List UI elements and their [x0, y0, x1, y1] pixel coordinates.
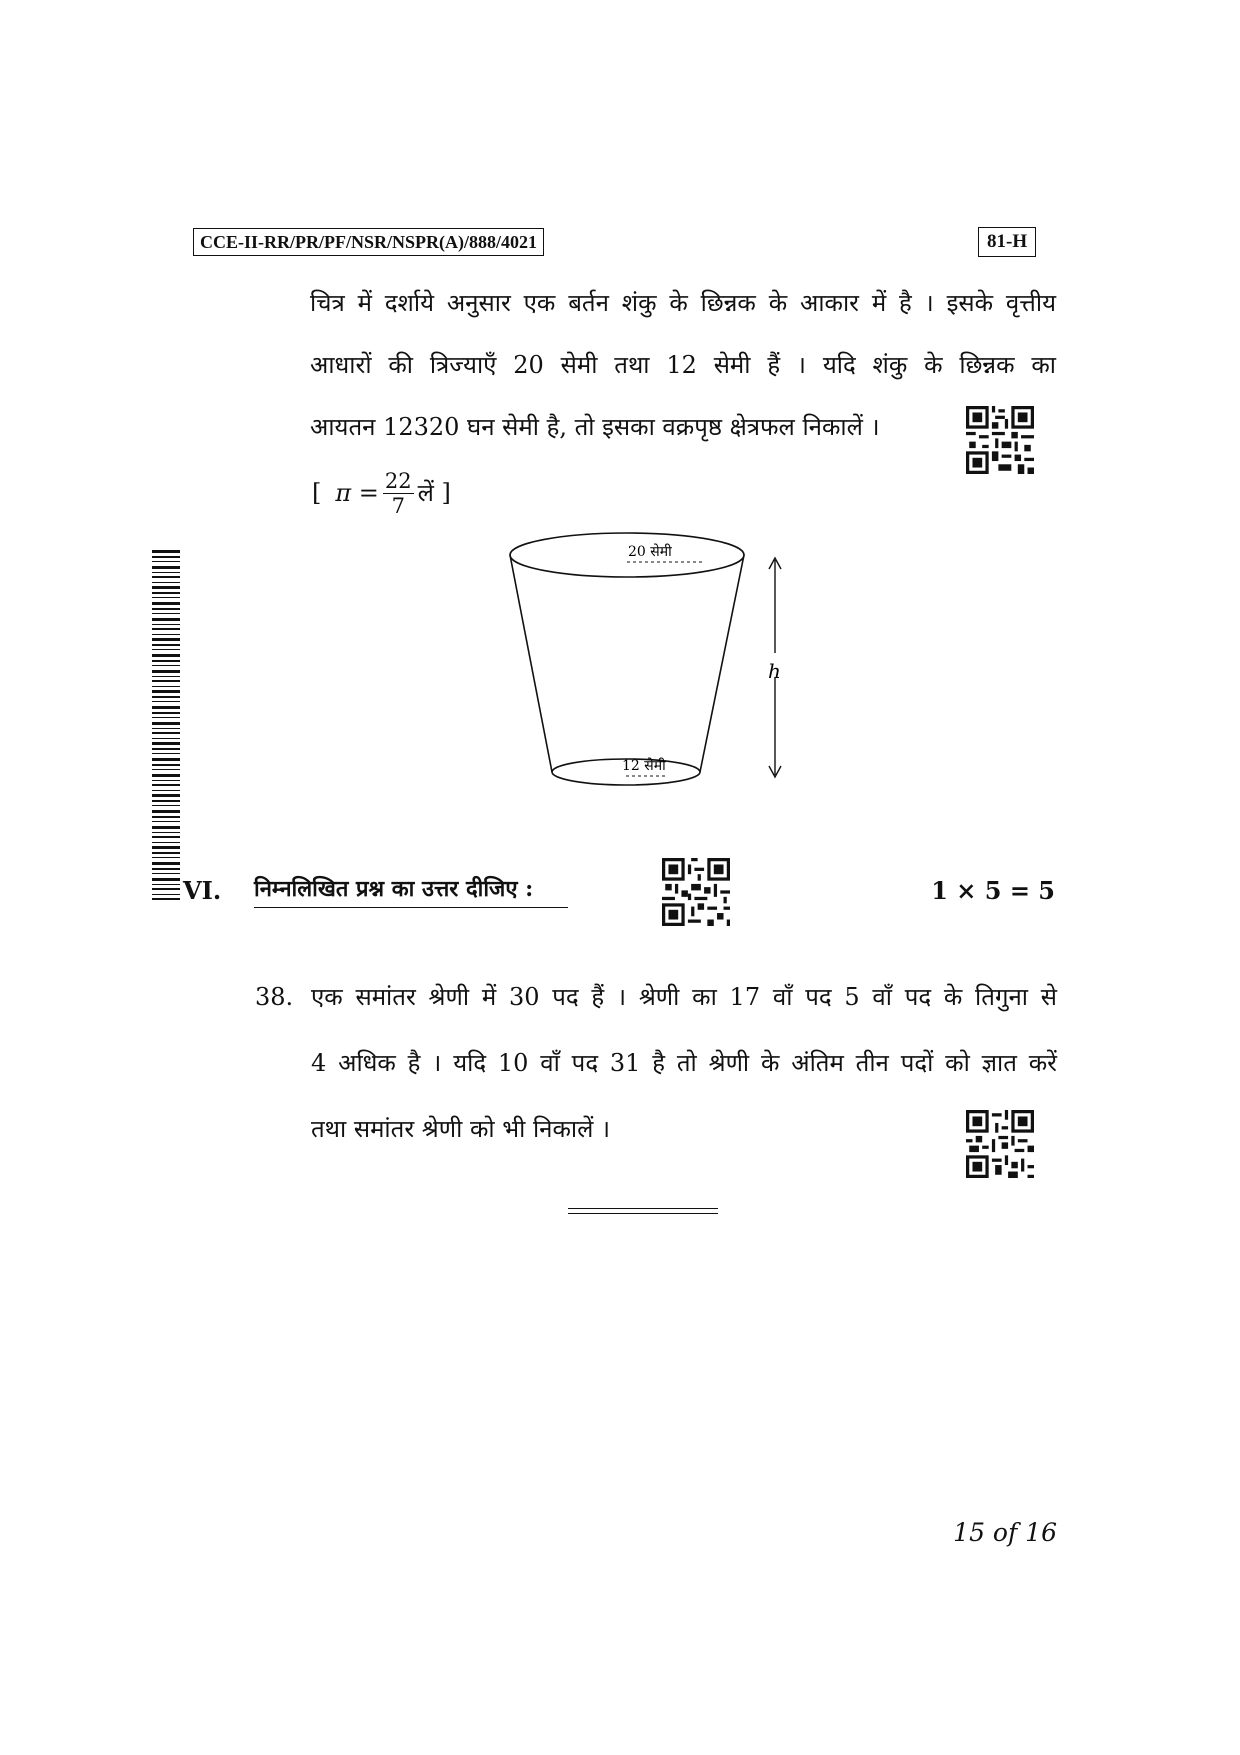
pi-fraction: [383, 469, 414, 518]
q38-line-2: 4 अधिक है । यदि 10 वाँ पद 31 है तो श्रेणी के अंतिम तीन पदों को ज्ञात करें: [311, 1049, 1057, 1077]
qr-code-icon: [662, 858, 730, 926]
q37-line-2: आधारों की त्रिज्याएँ 20 सेमी तथा 12 सेमी हैं । यदि शंकु के छिन्नक का: [310, 351, 1056, 379]
q38-line-3: तथा समांतर श्रेणी को भी निकालें ।: [311, 1115, 611, 1143]
page-number: 15 of 16: [953, 1518, 1057, 1547]
section-marks: 1 × 5 = 5: [931, 876, 1055, 905]
barcode-icon: [152, 550, 180, 900]
section-number: VI.: [183, 876, 222, 905]
frustum-left-side: [510, 555, 552, 772]
pi-denominator: 7: [391, 493, 405, 518]
frustum-figure: [490, 525, 810, 805]
top-radius-label: 20 सेमी: [628, 544, 672, 560]
end-rule: [568, 1208, 718, 1214]
section-title: निम्नलिखित प्रश्न का उत्तर दीजिए :: [254, 873, 568, 908]
pi-symbol: π =: [335, 479, 379, 507]
exam-code: CCE-II-RR/PR/PF/NSR/NSPR(A)/888/4021: [193, 228, 544, 256]
qr-code-icon: [966, 406, 1034, 474]
q37-line-1: चित्र में दर्शाये अनुसार एक बर्तन शंकु के छिन्नक के आकार में है । इसके वृत्तीय: [310, 289, 1056, 317]
pi-suffix: लें ]: [417, 479, 451, 507]
frustum-top-ellipse: [510, 533, 744, 577]
pi-bracket-open: [: [312, 479, 322, 507]
height-label: h: [768, 659, 781, 683]
q38-line-1: एक समांतर श्रेणी में 30 पद हैं । श्रेणी का 17 वाँ पद 5 वाँ पद के तिगुना से: [311, 983, 1057, 1011]
q38-number: 38.: [255, 983, 294, 1011]
q37-line-3: आयतन 12320 घन सेमी है, तो इसका वक्रपृष्ठ क्षेत्रफल निकालें ।: [310, 413, 880, 441]
frustum-right-side: [700, 555, 744, 772]
pi-numerator: 22: [384, 468, 412, 493]
qr-code-icon: [966, 1110, 1034, 1178]
paper-code: 81-H: [978, 227, 1036, 257]
bottom-radius-label: 12 सेमी: [622, 758, 666, 774]
pi-note: [312, 466, 451, 520]
